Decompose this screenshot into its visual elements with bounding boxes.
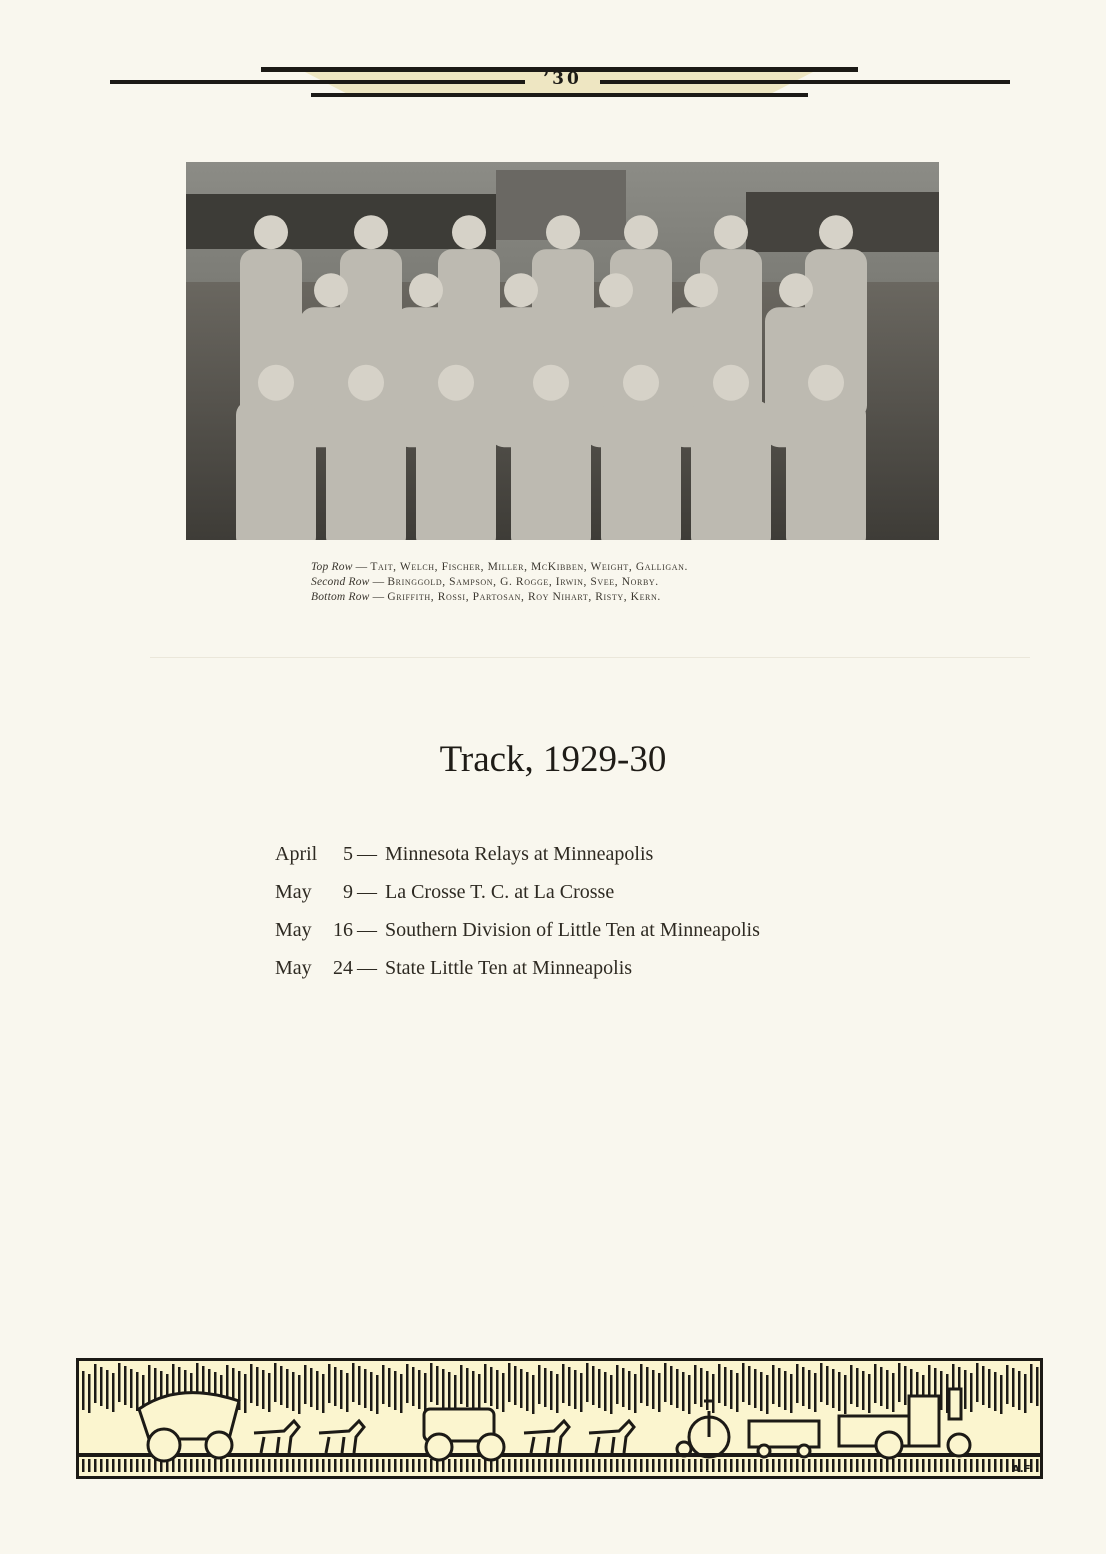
caption-names: Bringgold, Sampson, G. Rogge, Irwin, Svee, Norby. [387, 576, 659, 588]
schedule-row [275, 843, 875, 881]
caption-row-label: Bottom Row [311, 591, 370, 603]
caption-separator: — [369, 591, 388, 603]
schedule-day: 5 [343, 843, 353, 865]
caption-row-second [311, 575, 871, 590]
photo-caption [311, 560, 871, 605]
horse-team-icon [254, 1421, 364, 1453]
schedule-month: May [275, 957, 312, 979]
horse-team-icon [524, 1421, 634, 1453]
caption-row-top [311, 560, 871, 575]
schedule-row [275, 919, 875, 957]
header-rule-right [600, 80, 1010, 84]
artist-initials: A.F. [1012, 1464, 1033, 1475]
caption-separator: — [352, 561, 371, 573]
page-title: Track, 1929-30 [439, 739, 667, 780]
schedule-event: State Little Ten at Minneapolis [385, 957, 633, 979]
caption-names: Griffith, Rossi, Partosan, Roy Nihart, Risty, Kern. [387, 591, 661, 603]
schedule-day: 16 [333, 919, 353, 941]
caption-names: Tait, Welch, Fischer, Miller, McKibben, Weight, Galligan. [370, 561, 688, 573]
schedule-dash: — [357, 881, 377, 903]
schedule-row [275, 957, 875, 995]
schedule-event: Minnesota Relays at Minneapolis [385, 843, 654, 865]
schedule-dash: — [357, 957, 377, 979]
schedule-month: May [275, 919, 312, 941]
schedule-day: 9 [343, 881, 353, 903]
caption-row-bottom [311, 590, 871, 605]
locomotive-icon [749, 1389, 970, 1458]
schedule-month: May [275, 881, 312, 903]
header-rule-bottom [311, 93, 808, 97]
caption-row-label: Top Row [311, 561, 353, 573]
caption-row-label: Second Row [311, 576, 370, 588]
schedule-dash: — [357, 919, 377, 941]
schedule-event: Southern Division of Little Ten at Minneapolis [385, 919, 760, 941]
stagecoach-icon [424, 1409, 504, 1460]
caption-separator: — [369, 576, 388, 588]
header-rule-left [110, 80, 525, 84]
footer-frieze-illustration [76, 1358, 1043, 1479]
schedule-dash: — [357, 843, 377, 865]
team-photo [186, 162, 939, 540]
schedule-month: April [275, 843, 318, 865]
covered-wagon-icon [139, 1393, 239, 1461]
schedule-event: La Crosse T. C. at La Crosse [385, 881, 615, 903]
bicycle-icon [677, 1401, 729, 1457]
header-year: ’30 [543, 69, 582, 89]
page-fold-line [150, 657, 1030, 658]
meet-schedule [275, 843, 875, 995]
schedule-day: 24 [333, 957, 353, 979]
schedule-row [275, 881, 875, 919]
